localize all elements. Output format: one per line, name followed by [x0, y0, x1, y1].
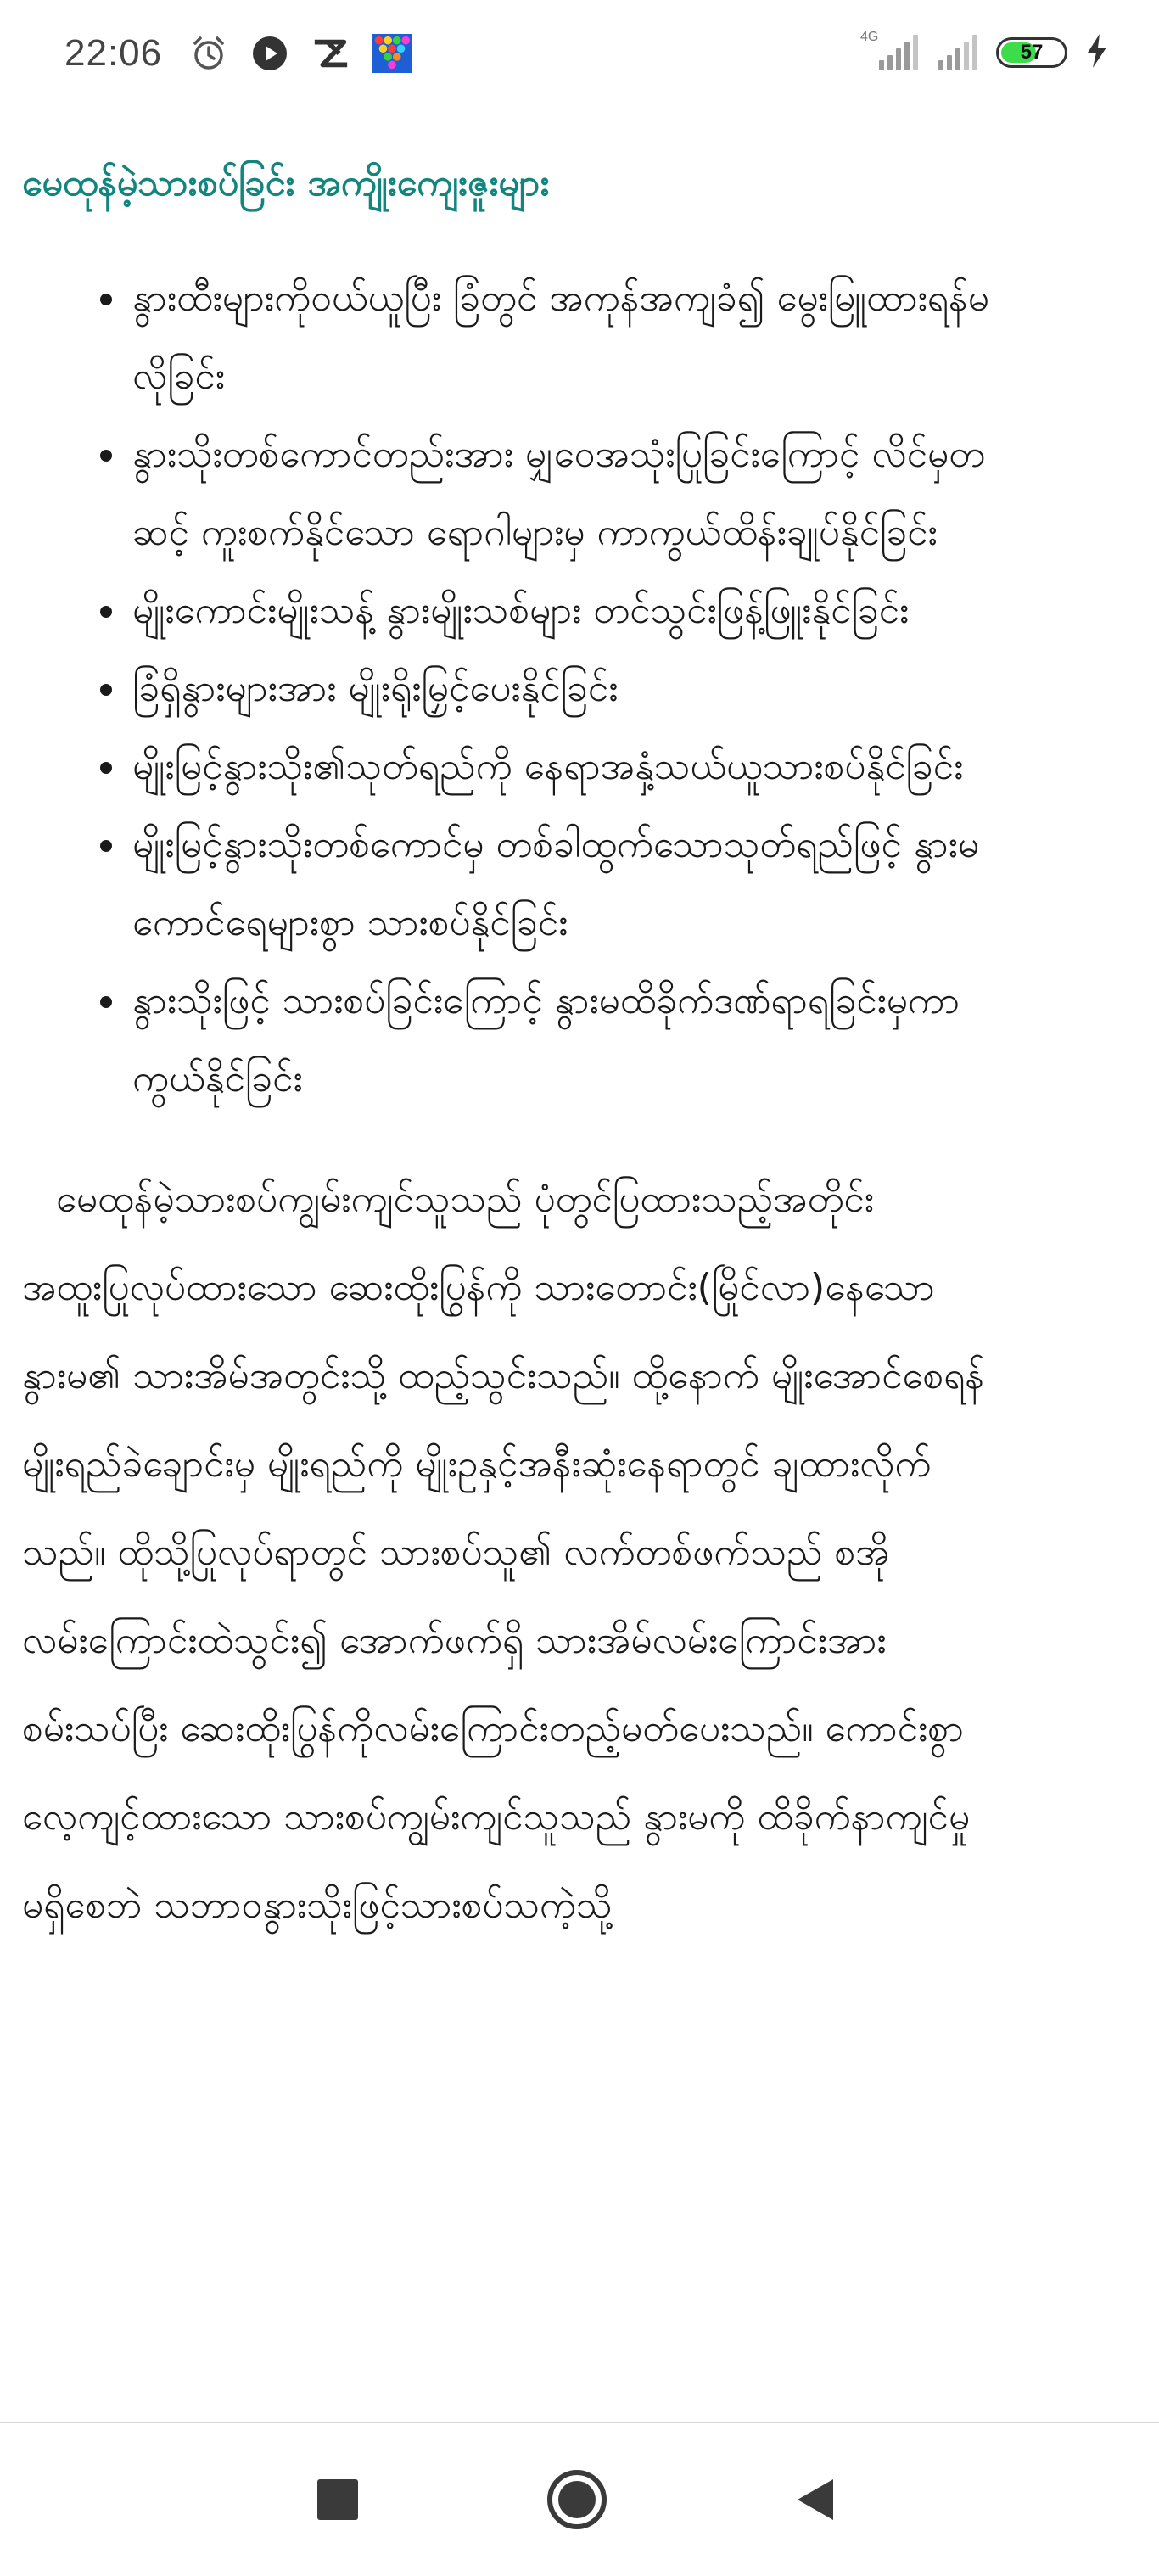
list-item: ခြံရှိနွားများအား မျိုးရိုးမြှင့်ပေးနိုင်ခြင်း	[132, 650, 989, 728]
benefits-list	[0, 260, 1159, 1118]
charging-bolt-icon	[1086, 34, 1108, 71]
back-triangle-icon	[792, 2476, 837, 2523]
list-item: မျိုးမြင့်နွားသိုးတစ်ကောင်မှ တစ်ခါထွက်သောသုတ်ရည်ဖြင့် နွားမကောင်ရေများစွာ သားစပ်နိုင်ခြင်း	[132, 806, 989, 962]
list-item: မျိုးမြင့်နွားသိုး၏သုတ်ရည်ကို နေရာအနှံ့သယ်ယူသားစပ်နိုင်ခြင်း	[132, 728, 989, 806]
back-button[interactable]	[772, 2457, 857, 2542]
list-item: နွားထီးများကိုဝယ်ယူပြီး ခြံတွင် အကုန်အကျခံ၍ မွေးမြူထားရန်မလိုခြင်း	[132, 260, 989, 416]
game-app-icon	[372, 34, 412, 73]
status-time: 22:06	[64, 32, 163, 74]
status-bar	[0, 0, 1159, 110]
article-content	[0, 144, 1159, 1950]
article-heading: မေထုန်မဲ့သားစပ်ခြင်း အကျိုးကျေးဇူးများ	[22, 162, 550, 204]
square-icon	[316, 2478, 360, 2522]
status-left-group	[64, 32, 412, 75]
list-item: နွားသိုးဖြင့် သားစပ်ခြင်းကြောင့် နွားမထိခိုက်ဒဏ်ရာရခြင်းမှကာကွယ်နိုင်ခြင်း	[132, 962, 989, 1118]
signal-icon-2	[938, 35, 977, 70]
home-button[interactable]	[535, 2457, 619, 2542]
battery-indicator	[996, 37, 1067, 68]
app-logo-icon	[311, 34, 350, 73]
home-circle-icon	[546, 2469, 607, 2530]
play-icon	[250, 34, 289, 73]
network-type: 4G	[860, 30, 879, 44]
navigation-bar	[0, 2423, 1159, 2576]
list-item: နွားသိုးတစ်ကောင်တည်းအား မျှဝေအသုံးပြုခြင်းကြောင့် လိင်မှတဆင့် ကူးစက်နိုင်သော ရောဂါများမှ ကာကွယ်ထိန်းချုပ်နိုင်ခြင်း	[132, 416, 989, 572]
alarm-icon	[189, 34, 228, 73]
signal-icon	[860, 30, 920, 70]
status-right-group	[860, 30, 1108, 71]
battery-level: 57	[1020, 41, 1044, 64]
list-item: မျိုးကောင်းမျိုးသန့် နွားမျိုးသစ်များ တင်သွင်းဖြန့်ဖြူးနိုင်ခြင်း	[132, 572, 989, 650]
body-paragraph: မေထုန်မဲ့သားစပ်ကျွမ်းကျင်သူသည် ပုံတွင်ပြထားသည့်အတိုင်း အထူးပြုလုပ်ထားသော ဆေးထိုးပြွန်ကို သားတောင်း(မြိုင်လာ)နေသောနွားမ၏ သားအိမ်အတွင်းသို့ ထည့်သွင်းသည်။ ထို့နောက် မျိုးအောင်စေရန် မျိုးရည်ခဲချောင်းမှ မျိုးရည်ကို မျိုးဥနှင့်အနီးဆုံးနေရာတွင် ချထားလိုက်သည်။ ထိုသို့ပြုလုပ်ရာတွင် သားစပ်သူ၏ လက်တစ်ဖက်သည် စအိုလမ်းကြောင်းထဲသွင်း၍ အောက်ဖက်ရှိ သားအိမ်လမ်းကြောင်းအား စမ်းသပ်ပြီး ဆေးထိုးပြွန်ကိုလမ်းကြောင်းတည့်မတ်ပေးသည်။ ကောင်းစွာလေ့ကျင့်ထားသော သားစပ်ကျွမ်းကျင်သူသည် နွားမကို ထိခိုက်နာကျင်မှုမရှိစေဘဲ သဘာဝနွားသိုးဖြင့်သားစပ်သကဲ့သို့	[22, 1178, 985, 1927]
recents-button[interactable]	[295, 2457, 380, 2542]
